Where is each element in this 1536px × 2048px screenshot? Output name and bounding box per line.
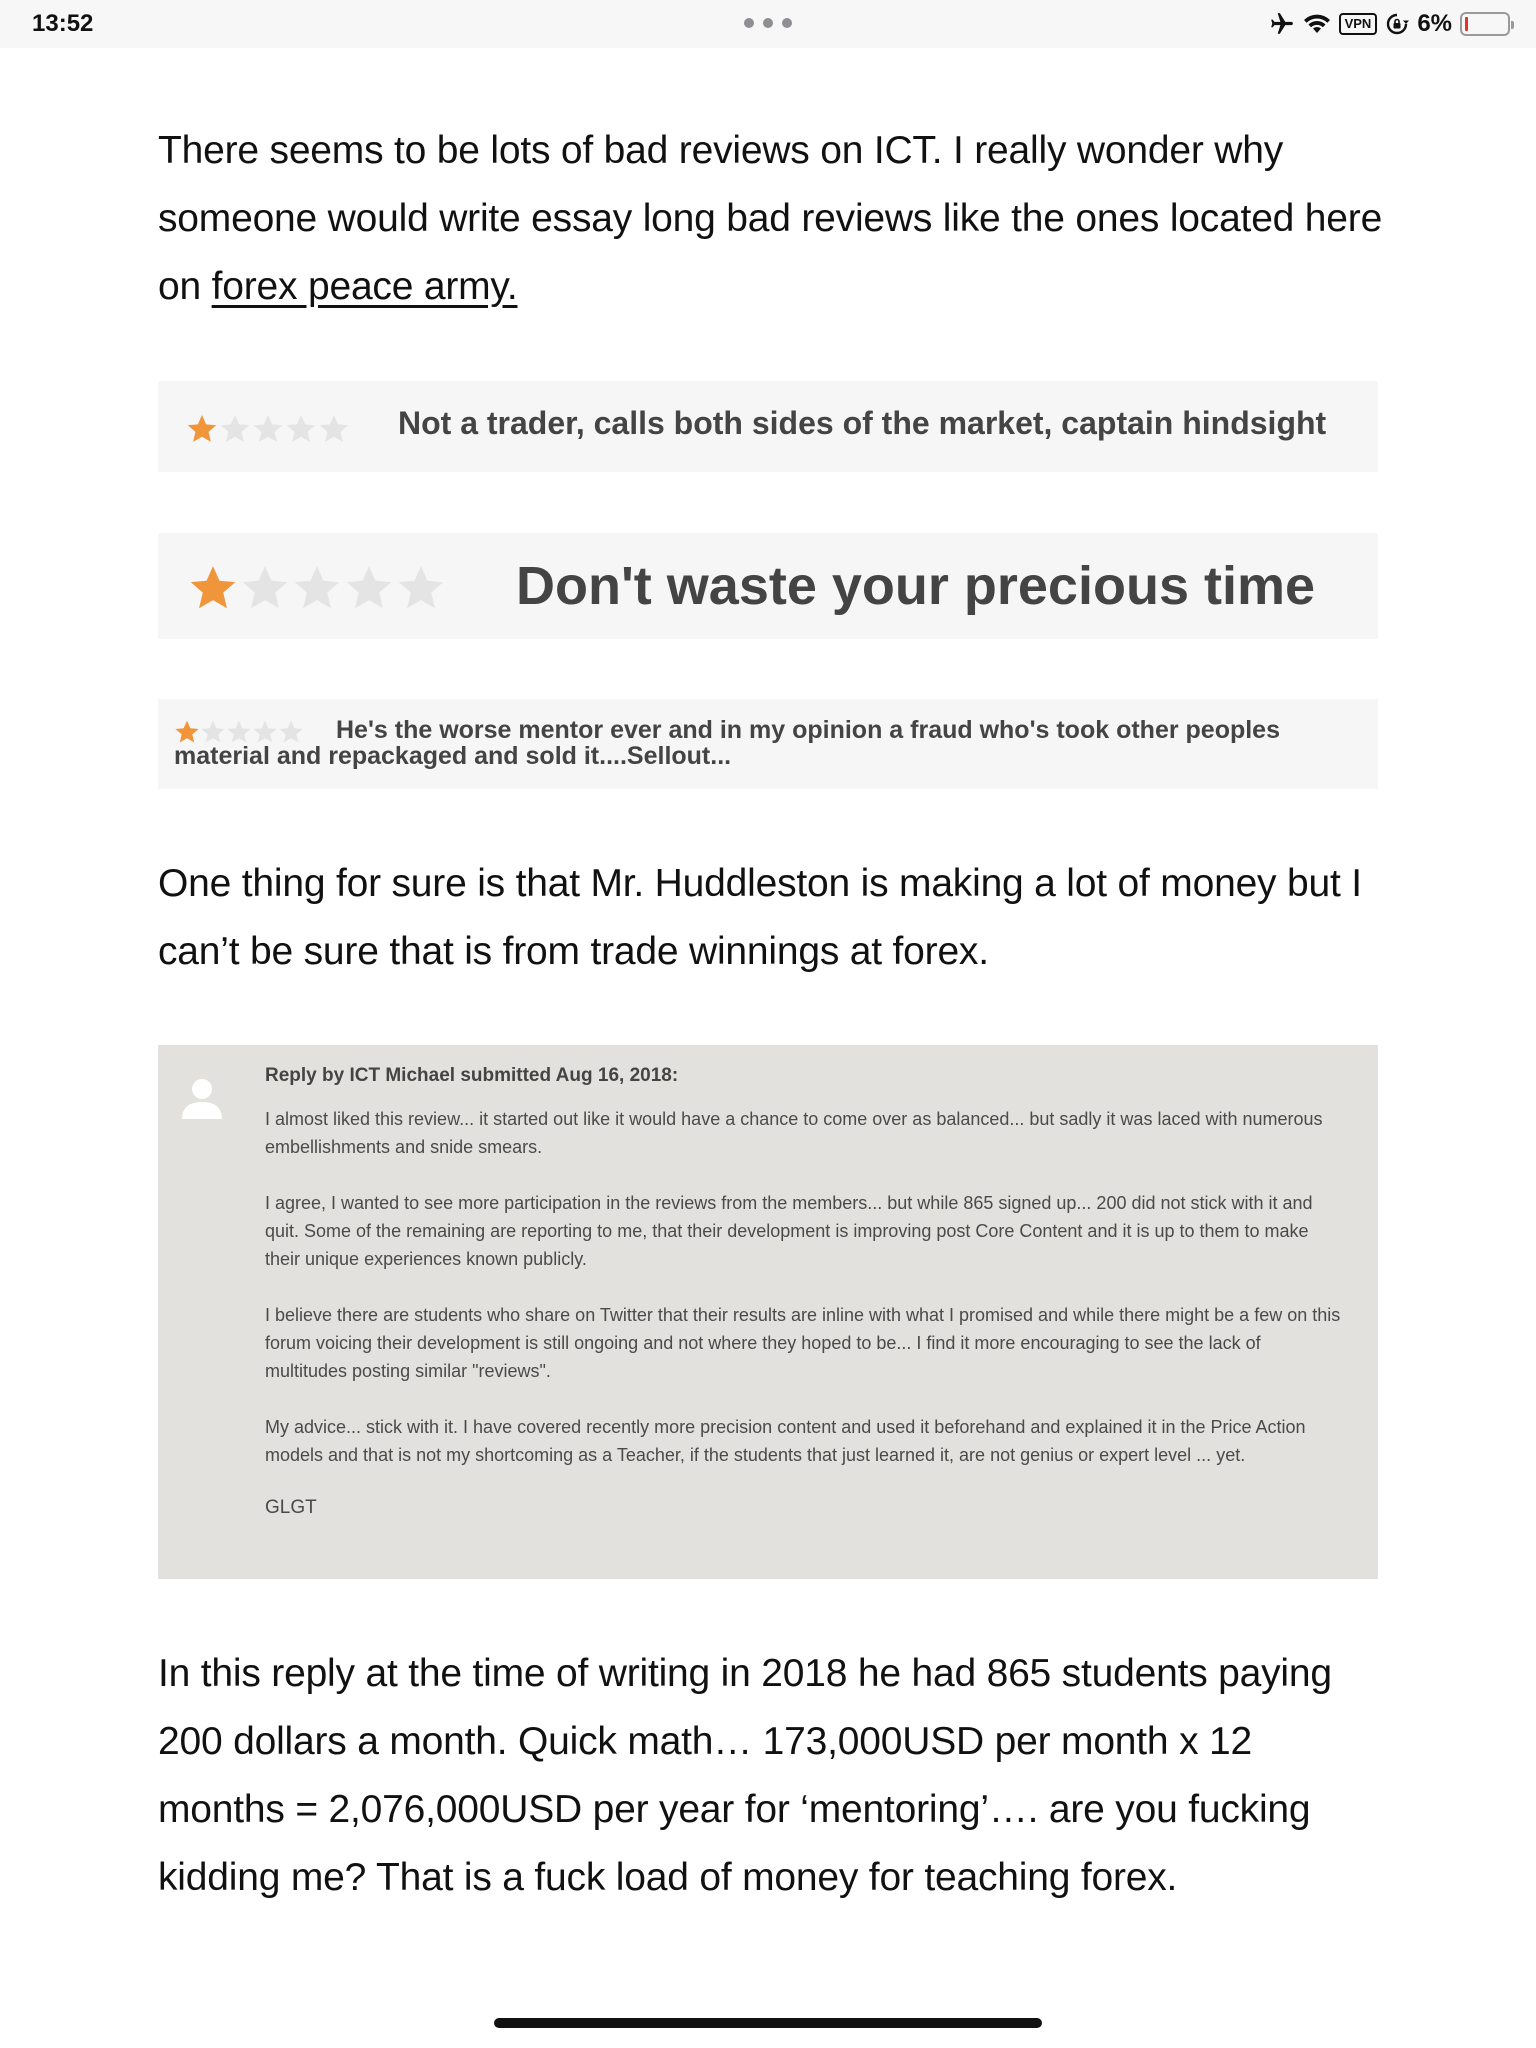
status-bar bbox=[0, 0, 1536, 48]
reply-paragraph: I believe there are students who share on Twitter that their results are inline with what I promised and while there might be a few on this forum voicing their development is still ongoing and not where they hoped to be... I find it more encouraging to see the lack of multitudes posting similar "reviews". bbox=[265, 1305, 1341, 1381]
review-card bbox=[158, 699, 1378, 789]
reply-paragraph: I almost liked this review... it started out like it would have a chance to come over as balanced... but sadly it was laced with numerous embellishments and snide smears. bbox=[265, 1109, 1323, 1157]
reply-header: Reply by ICT Michael submitted Aug 16, 2018: bbox=[265, 1065, 679, 1086]
battery-percent: 6% bbox=[1417, 10, 1452, 37]
article-paragraph-math: In this reply at the time of writing in 2018 he had 865 students paying 200 dollars a month. Quick math… 173,000USD per month x 12 months = 2,076,000USD per year for ‘mentoring’…. are you fucking kidding me? That is a fuck load of money for teaching forex. bbox=[158, 1652, 1332, 1899]
user-avatar-icon bbox=[182, 1077, 222, 1124]
article-paragraph-money: One thing for sure is that Mr. Huddleston is making a lot of money but I can’t be sure that is from trade winnings at forex. bbox=[158, 862, 1362, 973]
status-time: 13:52 bbox=[32, 10, 94, 37]
star-empty-icon bbox=[344, 563, 394, 613]
review-headline: He's the worse mentor ever and in my opinion a fraud who's took other peoples material and repackaged and sold it....Sellout... bbox=[174, 716, 1280, 770]
intro-text: There seems to be lots of bad reviews on ICT. I really wonder why someone would write essay long bad reviews like the ones located here on bbox=[158, 129, 1383, 308]
reply-signoff: GLGT bbox=[265, 1497, 317, 1518]
battery-icon bbox=[1460, 12, 1510, 36]
reply-paragraph: I agree, I wanted to see more participation in the reviews from the members... but while 865 signed up... 200 did not stick with it and quit. Some of the remaining are reporting to me, that their development is improving post Core Content and it is up to them to make their unique experiences known publicly. bbox=[265, 1193, 1313, 1269]
reply-paragraph: My advice... stick with it. I have covered recently more precision content and used it beforehand and explained it in the Price Action models and that is not my shortcoming as a Teacher, if the students that just learned it, are not genius or expert level ... yet. bbox=[265, 1417, 1306, 1465]
rotation-lock-icon bbox=[1385, 12, 1409, 36]
star-empty-icon bbox=[252, 413, 284, 445]
star-rating bbox=[188, 563, 446, 613]
star-empty-icon bbox=[292, 563, 342, 613]
reply-content bbox=[265, 1065, 1345, 1519]
review-card bbox=[158, 533, 1378, 639]
review-card bbox=[158, 381, 1378, 472]
article-paragraph-intro bbox=[158, 117, 1388, 321]
star-rating bbox=[186, 413, 350, 445]
home-indicator[interactable] bbox=[494, 2018, 1042, 2028]
vpn-icon: VPN bbox=[1339, 13, 1378, 35]
status-indicators bbox=[1269, 8, 1510, 40]
star-empty-icon bbox=[396, 563, 446, 613]
star-empty-icon bbox=[285, 413, 317, 445]
star-empty-icon bbox=[240, 563, 290, 613]
review-headline: Not a trader, calls both sides of the market, captain hindsight bbox=[398, 405, 1327, 441]
review-headline: Don't waste your precious time bbox=[516, 556, 1316, 616]
star-empty-icon bbox=[219, 413, 251, 445]
reply-box bbox=[158, 1045, 1378, 1579]
star-filled-icon bbox=[186, 413, 218, 445]
star-filled-icon bbox=[188, 563, 238, 613]
multitasking-dots-icon[interactable] bbox=[744, 18, 792, 30]
forex-peace-army-link[interactable]: forex peace army. bbox=[211, 265, 518, 308]
star-empty-icon bbox=[318, 413, 350, 445]
wifi-icon bbox=[1303, 13, 1331, 35]
airplane-icon bbox=[1269, 11, 1295, 37]
